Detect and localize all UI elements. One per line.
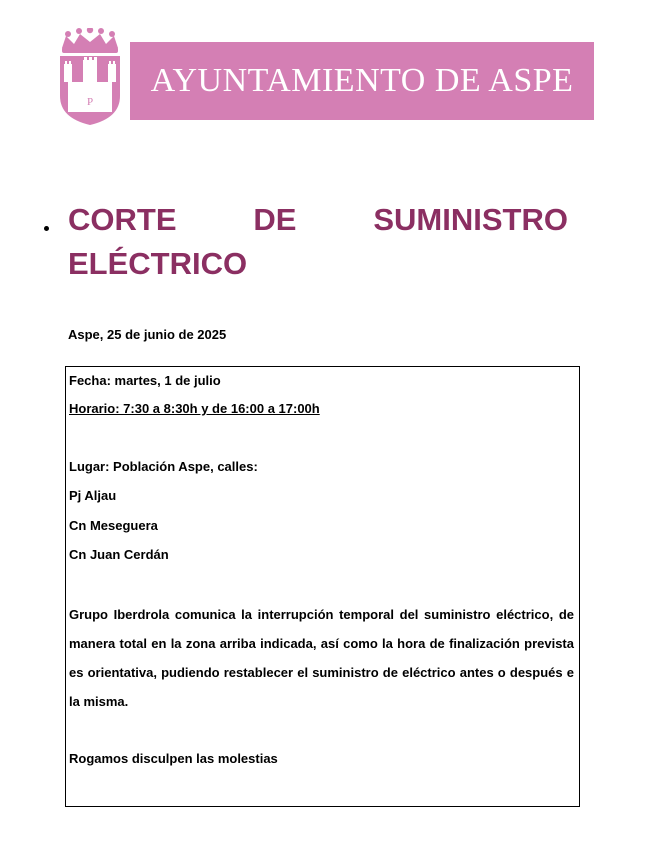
street-item: Pj Aljau [69, 488, 117, 503]
title-word: DE [253, 202, 297, 237]
horario-line: Horario: 7:30 a 8:30h y de 16:00 a 17:00h [69, 401, 320, 416]
notice-title-line1 [68, 202, 568, 238]
notice-box [65, 366, 580, 807]
logo-letter-s: S [100, 70, 106, 81]
list-bullet [44, 226, 49, 231]
logo-letter-p: P [86, 96, 94, 108]
crown-icon [62, 28, 118, 53]
closing-line: Rogamos disculpen las molestias [69, 751, 278, 766]
street-item: Cn Juan Cerdán [69, 547, 169, 562]
logo-letter-a: A [73, 70, 81, 81]
lugar-line: Lugar: Población Aspe, calles: [69, 459, 258, 474]
page-title: AYUNTAMIENTO DE ASPE [150, 62, 574, 99]
title-word: CORTE [68, 202, 177, 237]
title-word: SUMINISTRO [373, 202, 568, 237]
notice-message: Grupo Iberdrola comunica la interrupción temporal del suministro eléctrico, de manera total en la zona arriba indicada, así como la hora de finalización prevista es orientativa, pudiendo restablecer el suministro de eléctrico antes o después e la misma. [69, 607, 574, 709]
street-item: Cn Meseguera [69, 518, 158, 533]
header-banner [130, 42, 594, 120]
notice-date: Aspe, 25 de junio de 2025 [68, 327, 227, 342]
fecha-line: Fecha: martes, 1 de julio [69, 373, 221, 388]
notice-title-line2: ELÉCTRICO [68, 246, 248, 281]
aspe-coat-of-arms-logo [56, 28, 124, 128]
